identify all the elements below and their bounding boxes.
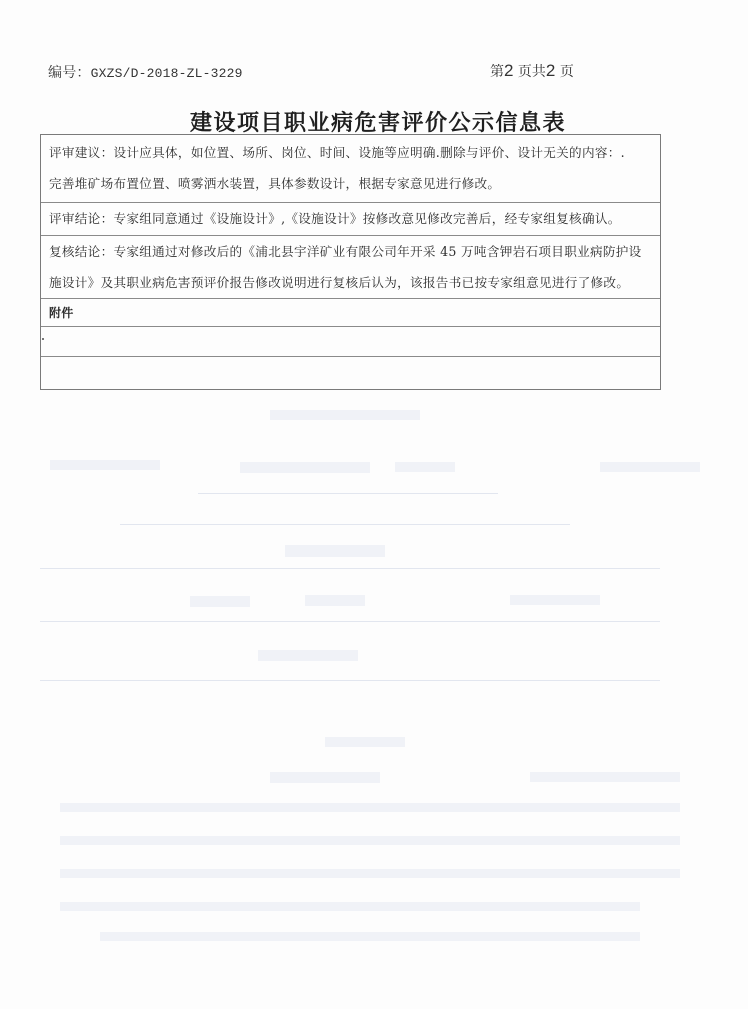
review-conclusion-row xyxy=(41,203,660,236)
recheck-conclusion-line-2: 施设计》及其职业病危害预评价报告修改说明进行复核后认为，该报告书已按专家组意见进行了修改。 xyxy=(49,275,630,290)
bleed-mark xyxy=(60,869,680,878)
scan-speck xyxy=(42,338,44,340)
attachment-label: 附件 xyxy=(49,306,74,320)
attachment-row-1-text xyxy=(49,327,652,358)
bleed-mark xyxy=(270,410,420,420)
bleed-mark xyxy=(395,462,455,472)
attachment-row-1 xyxy=(41,327,660,357)
bleed-mark xyxy=(285,545,385,557)
bleed-mark xyxy=(60,836,680,845)
bleed-line xyxy=(120,524,570,525)
bleed-mark xyxy=(600,462,700,472)
document-number xyxy=(48,62,243,82)
attachment-header-row xyxy=(41,299,660,327)
document-number-value: GXZS/D-2018-ZL-3229 xyxy=(90,66,243,81)
page-suffix: 页 xyxy=(555,64,574,80)
bleed-mark xyxy=(190,596,250,607)
document-number-label: 编号： xyxy=(48,65,91,81)
bleed-mark xyxy=(60,803,680,812)
bleed-mark xyxy=(270,772,380,783)
attachment-row-2-text xyxy=(49,357,652,388)
page-indicator xyxy=(490,61,574,81)
bleed-mark xyxy=(530,772,680,782)
page-current: 2 xyxy=(504,61,514,80)
bleed-mark xyxy=(60,902,640,911)
bleed-mark xyxy=(305,595,365,606)
recheck-conclusion-line-1: 复核结论：专家组通过对修改后的《浦北县宇洋矿业有限公司年开采 45 万吨含钾岩石项目职业病防护设 xyxy=(49,244,642,259)
bleed-mark xyxy=(100,932,640,941)
review-suggestion-line-1: 评审建议：设计应具体，如位置、场所、岗位、时间、设施等应明确.删除与评价、设计无关的内容：. xyxy=(49,145,625,160)
bleed-mark xyxy=(258,650,358,661)
bleed-line xyxy=(40,568,660,569)
bleed-line xyxy=(40,680,660,681)
page-prefix: 第 xyxy=(490,64,504,80)
page-middle: 页共 xyxy=(513,64,546,80)
info-table xyxy=(40,134,661,390)
document-title: 建设项目职业病危害评价公示信息表 xyxy=(189,111,566,136)
bleed-mark xyxy=(325,737,405,747)
bleed-mark xyxy=(50,460,160,470)
review-suggestion-row xyxy=(41,135,660,203)
bleed-line xyxy=(198,493,498,494)
review-conclusion-line-1: 评审结论：专家组同意通过《设施设计》,《设施设计》按修改意见修改完善后，经专家组复核确认。 xyxy=(49,211,621,226)
bleed-mark xyxy=(240,462,370,473)
page-header xyxy=(48,62,688,84)
bleed-mark xyxy=(510,595,600,605)
page-total: 2 xyxy=(545,61,556,80)
bleed-line xyxy=(40,621,660,622)
review-suggestion-line-2: 完善堆矿场布置位置、喷雾洒水装置，具体参数设计，根据专家意见进行修改。 xyxy=(49,176,501,191)
recheck-conclusion-row xyxy=(41,236,660,299)
attachment-row-2 xyxy=(41,357,660,389)
